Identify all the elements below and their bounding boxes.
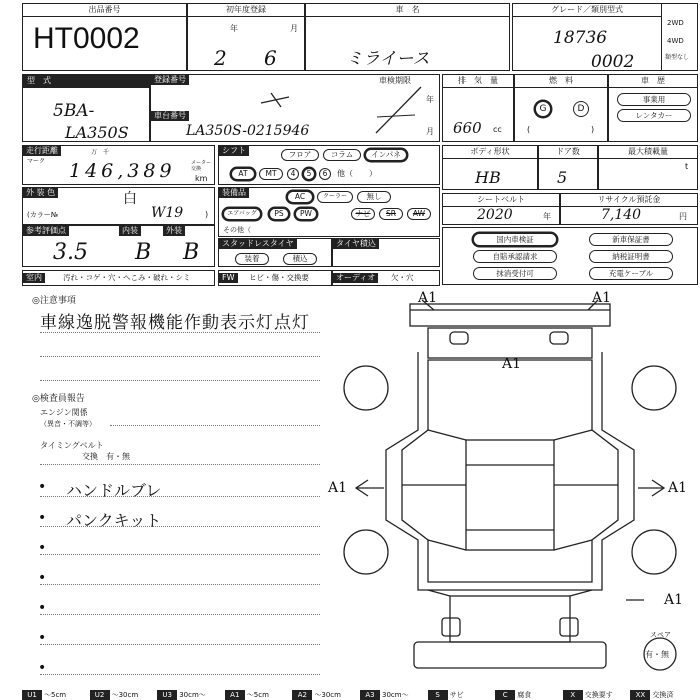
tire-load-label: タイヤ積込 xyxy=(333,239,379,249)
damage-legend xyxy=(22,690,698,700)
equipment-box xyxy=(218,187,440,237)
notes-line-2 xyxy=(40,356,320,357)
bullet-4: • xyxy=(38,570,47,586)
tire-load-box xyxy=(332,238,440,267)
fuel-option-g: G xyxy=(535,101,551,117)
equipment-aw: AW xyxy=(407,208,431,220)
bullet-1: • xyxy=(38,479,47,495)
studless-label: スタッドレスタイヤ xyxy=(219,239,297,249)
legend-text: ～30cm xyxy=(111,691,139,699)
legend-code: U3 xyxy=(157,690,177,700)
lot-number-label: 出品番号 xyxy=(23,4,186,17)
fuel-option-d: D xyxy=(573,101,589,117)
shift-mt: MT xyxy=(259,168,283,180)
first-registration-year: 2 xyxy=(214,46,227,70)
timing-belt-value: 交換 有・無 xyxy=(82,452,130,461)
inspector-title: ◎検査員報告 xyxy=(32,394,85,404)
spare-label: スペア xyxy=(650,631,671,639)
grade-4wd: 4WD xyxy=(667,37,684,45)
legend-text: 交換済 xyxy=(652,691,674,699)
color-code-label: (カラー№ xyxy=(27,211,59,219)
front-window-row xyxy=(218,270,332,286)
inspection-expiry-label: 車検期限 xyxy=(379,76,411,85)
shift-box xyxy=(218,145,440,185)
damage-mark-front-right: A1 xyxy=(664,592,684,608)
legend-code: A1 xyxy=(225,690,245,700)
rating-box xyxy=(22,225,215,267)
legend-text: 腐食 xyxy=(517,691,532,699)
color-value: 白 xyxy=(123,191,137,207)
equipment-airbag: エアバッグ xyxy=(223,208,261,220)
mileage-value: 146,389 xyxy=(69,160,176,182)
reg-and-inspection-box xyxy=(150,74,440,142)
mileage-box xyxy=(22,145,215,185)
inspector-rule-4 xyxy=(40,584,320,585)
model-type-label: 型 式 xyxy=(23,75,149,88)
color-label: 外 装 色 xyxy=(23,188,58,198)
grade-value-top: 18736 xyxy=(553,28,608,48)
capacity-unit: t xyxy=(685,162,689,171)
car-damage-diagram xyxy=(326,290,698,688)
car-name-label: 車 名 xyxy=(306,4,509,17)
legend-code: A3 xyxy=(360,690,380,700)
first-registration-box xyxy=(187,3,305,71)
lot-number-value: HT0002 xyxy=(33,22,140,55)
inspection-month-unit: 月 xyxy=(426,127,434,136)
bullet-5: • xyxy=(38,600,47,616)
legend-code: X xyxy=(563,690,583,700)
notes-handwritten: 車線逸脱警報機能作動表示灯点灯 xyxy=(40,313,310,333)
equipment-label: 装備品 xyxy=(219,188,249,198)
recycle-unit: 円 xyxy=(679,212,687,221)
seatbelt-label: シートベルト xyxy=(443,194,559,207)
model-type-box xyxy=(22,74,150,142)
equipment-cooler: クーラー xyxy=(317,191,353,203)
bullet-3: • xyxy=(38,540,47,556)
interior-condition-label: 室内 xyxy=(23,273,45,283)
fuel-paren-close: ) xyxy=(591,125,595,134)
shift-gear-6: 6 xyxy=(319,168,331,180)
damage-mark-rear-right: A1 xyxy=(592,290,612,306)
seatbelt-value: 2020 xyxy=(477,207,513,223)
doors-label: ドア数 xyxy=(539,146,597,159)
equipment-ac: AC xyxy=(287,191,313,203)
displacement-value: 660 xyxy=(453,119,482,137)
chassis-number-label: 車台番号 xyxy=(151,111,189,121)
month-unit-label: 月 xyxy=(290,24,298,33)
legend-code: XX xyxy=(630,690,650,700)
legend-code: A2 xyxy=(292,690,312,700)
notes-line-1 xyxy=(40,332,320,333)
documents-box xyxy=(442,227,698,285)
equipment-other-label: その他（ xyxy=(223,226,251,234)
history-rental: レンタカー xyxy=(617,109,691,122)
damage-mark-right-side: A1 xyxy=(668,480,688,496)
shift-gear-5: 5 xyxy=(303,168,315,180)
shift-floor: フロア xyxy=(281,149,319,161)
inspection-year-unit: 年 xyxy=(426,95,434,104)
inspector-line-1: ハンドルブレ xyxy=(66,481,162,500)
legend-code: U2 xyxy=(90,690,110,700)
interior-condition-row xyxy=(22,270,215,286)
damage-mark-left-side: A1 xyxy=(328,480,348,496)
displacement-label: 排 気 量 xyxy=(443,75,513,88)
inspector-rule-1 xyxy=(40,496,320,497)
studless-loaded: 積込 xyxy=(283,253,317,265)
legend-code: S xyxy=(428,690,448,700)
history-business: 事業用 xyxy=(617,93,691,106)
engine-sub-label: （異音・不調等） xyxy=(40,420,96,428)
first-registration-label: 初年度登録 xyxy=(188,4,304,17)
doc-insurance-claim: 自賠承認請求 xyxy=(473,250,557,263)
mileage-mark-label: マーク xyxy=(27,158,46,165)
grade-value-bottom: 0002 xyxy=(591,52,635,72)
audio-row xyxy=(332,270,440,286)
seatbelt-box xyxy=(442,193,560,225)
interior-condition-items: 汚れ・コゲ・穴・へこみ・破れ・シミ xyxy=(63,273,191,282)
rating-label: 参考評価点 xyxy=(23,226,69,236)
notes-line-3 xyxy=(40,380,320,381)
car-name-value: ミライース xyxy=(346,49,430,69)
history-label: 車 歴 xyxy=(609,75,697,88)
rating-exterior: B xyxy=(183,240,200,265)
doc-inspection-cert: 国内車検証 xyxy=(473,233,557,246)
grade-box xyxy=(512,3,698,71)
body-style-value: HB xyxy=(475,168,501,187)
mileage-unit: km xyxy=(195,174,208,183)
front-window-label: FW xyxy=(219,273,238,283)
displacement-unit: cc xyxy=(493,125,502,134)
grade-no-type: 類型なし xyxy=(665,54,690,61)
fuel-label: 燃 料 xyxy=(515,75,607,88)
grade-divider xyxy=(661,4,662,70)
equipment-nav: ナビ xyxy=(351,208,375,220)
recycle-box xyxy=(560,193,698,225)
equipment-pw: PW xyxy=(295,208,317,220)
audio-items: 欠・穴 xyxy=(391,273,414,282)
seatbelt-unit: 年 xyxy=(543,212,551,221)
recycle-value: 7,140 xyxy=(601,207,642,223)
spare-options: 有・無 xyxy=(645,650,669,659)
registration-number-label: 登録番号 xyxy=(151,75,189,85)
grade-label: グレード／類別型式 xyxy=(513,4,661,17)
shift-gear-4: 4 xyxy=(287,168,299,180)
legend-text: サビ xyxy=(449,691,464,699)
color-code-value: W19 xyxy=(151,205,184,221)
damage-mark-roof: A1 xyxy=(502,356,522,372)
body-style-box xyxy=(442,145,538,190)
model-type-line1: 5BA- xyxy=(53,101,95,121)
doc-cancellation: 抹消受付可 xyxy=(473,267,557,280)
car-name-box xyxy=(305,3,510,71)
inspector-rule-3 xyxy=(40,554,320,555)
studless-fitted: 装着 xyxy=(235,253,269,265)
inspector-rule-7 xyxy=(40,674,320,675)
timing-belt-line xyxy=(40,464,320,465)
lot-number-box xyxy=(22,3,187,71)
legend-text: ～5cm xyxy=(246,691,269,699)
front-window-items: ヒビ・傷・交換要 xyxy=(249,273,309,282)
bullet-2: • xyxy=(38,510,47,526)
shift-label: シフト xyxy=(219,146,249,156)
shift-panel: インパネ xyxy=(365,149,407,161)
recycle-label: リサイクル預託金 xyxy=(561,194,697,207)
model-type-line2: LA350S xyxy=(65,123,129,142)
rating-exterior-label: 外装 xyxy=(163,226,185,236)
color-box xyxy=(22,187,215,225)
inspector-rule-2 xyxy=(40,526,320,527)
inspector-line-2: パンクキット xyxy=(66,511,162,530)
audio-label: オーディオ xyxy=(333,273,378,283)
mileage-units-label: 万 千 xyxy=(91,149,110,156)
rating-score: 3.5 xyxy=(53,240,88,265)
shift-column: コラム xyxy=(323,149,361,161)
mileage-change-label: メーター交換 xyxy=(191,160,212,172)
damage-mark-rear-left: A1 xyxy=(418,290,438,306)
bullet-7: • xyxy=(38,660,47,676)
shift-other: 他（ ） xyxy=(337,169,377,178)
bullet-6: • xyxy=(38,630,47,646)
engine-label: エンジン関係 xyxy=(40,408,88,417)
history-box xyxy=(608,74,698,142)
rating-interior: B xyxy=(135,240,152,265)
equipment-ps: PS xyxy=(269,208,289,220)
fuel-box xyxy=(514,74,608,142)
notes-title: ◎注意事項 xyxy=(32,296,76,306)
capacity-label: 最大積載量 xyxy=(599,146,697,159)
mileage-label: 走行距離 xyxy=(23,146,61,156)
studless-box xyxy=(218,238,332,267)
legend-code: U1 xyxy=(22,690,42,700)
inspector-rule-5 xyxy=(40,614,320,615)
equipment-none: 無し xyxy=(357,191,391,203)
color-code-close: ) xyxy=(205,210,209,219)
doc-charge-cable: 充電ケーブル xyxy=(589,267,673,280)
doc-tax-certificate: 納税証明書 xyxy=(589,250,673,263)
legend-text: ～30cm xyxy=(314,691,341,699)
fuel-paren-open: ( xyxy=(527,125,531,134)
doc-new-car-warranty: 新車保証書 xyxy=(589,233,673,246)
doors-value: 5 xyxy=(557,168,568,187)
capacity-box xyxy=(598,145,698,190)
equipment-sr: SR xyxy=(379,208,403,220)
timing-belt-label: タイミングベルト xyxy=(40,441,104,450)
displacement-box xyxy=(442,74,514,142)
doors-box xyxy=(538,145,598,190)
shift-at: AT xyxy=(231,168,255,180)
legend-code: C xyxy=(495,690,515,700)
engine-line xyxy=(110,425,320,426)
chassis-number-value: LA350S-0215946 xyxy=(186,123,310,139)
rating-interior-label: 内装 xyxy=(119,226,141,236)
inspector-rule-6 xyxy=(40,644,320,645)
legend-text: ～5cm xyxy=(44,691,67,699)
year-unit-label: 年 xyxy=(230,24,238,33)
legend-text: 30cm～ xyxy=(382,691,409,699)
grade-2wd: 2WD xyxy=(667,19,684,27)
legend-text: 交換要す xyxy=(584,691,613,699)
body-style-label: ボディ形状 xyxy=(443,146,537,159)
first-registration-month: 6 xyxy=(264,46,277,70)
legend-text: 30cm～ xyxy=(179,691,206,699)
